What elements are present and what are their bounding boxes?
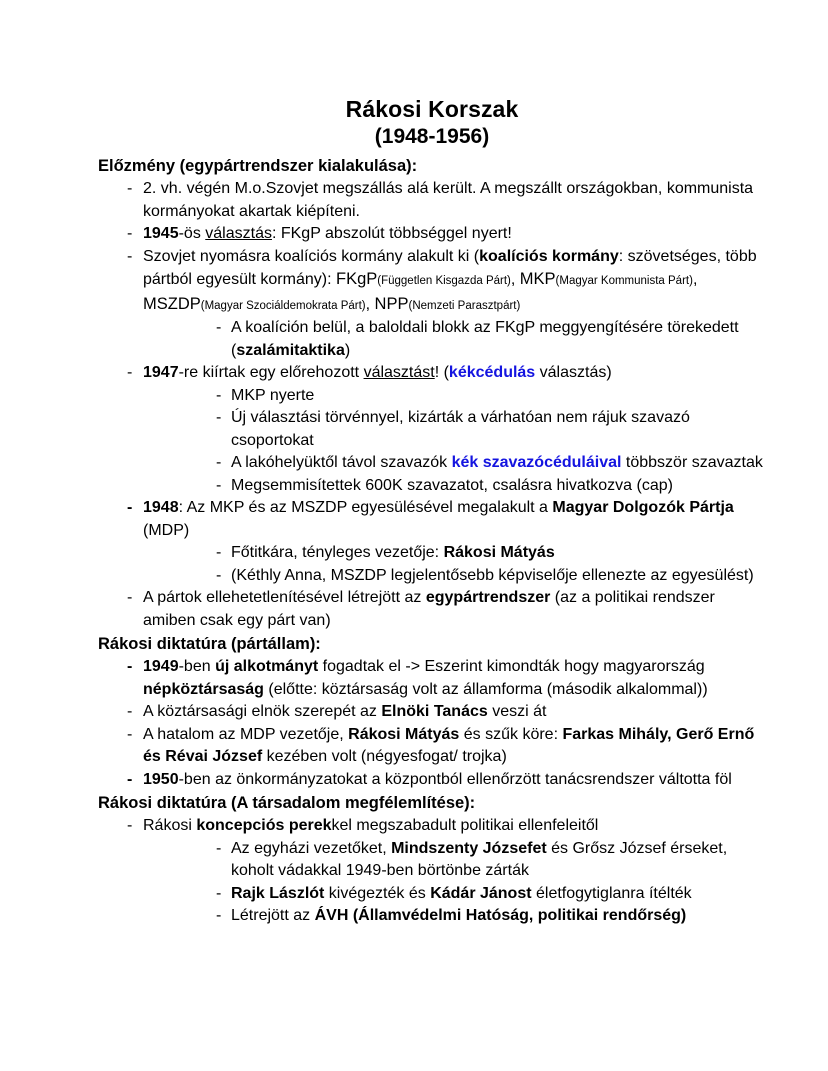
section-heading-partallam: Rákosi diktatúra (pártállam): (98, 635, 321, 653)
sub-list-item (188, 407, 766, 452)
highlight-term-kekcedulas: kékcédulás (448, 364, 536, 381)
bullet-dash-icon: - (127, 364, 133, 381)
year-label: 1945 (143, 225, 179, 242)
section-heading-megfelemlites: Rákosi diktatúra (A társadalom megfélemlítése): (98, 794, 476, 812)
party-abbr-mkp: MKP (519, 270, 556, 288)
highlight-term-kek-szavazocedula: kék szavazócéduláival (451, 454, 622, 471)
sub-list-item-lead: Létrejött az (231, 907, 315, 924)
sub-list-item-lead: A koalíción belül, a baloldali blokk az FKgP meggyengítésére törekedett ( (231, 319, 739, 359)
party-expansion-mszdp: (Magyar Szociáldemokrata Párt) (200, 299, 366, 312)
separator: , (510, 271, 520, 288)
sub-list-item (188, 385, 766, 408)
year-label: 1948 (143, 499, 179, 516)
sub-list-item (188, 905, 766, 928)
person-name-2: Kádár Jánost (430, 884, 532, 902)
key-term-avh: ÁVH (Államvédelmi Hatóság, politikai rendőrség) (314, 907, 687, 924)
underlined-term: választás (205, 225, 272, 242)
list-item-tail: (előtte: köztársaság volt az államforma (második alkalommal)) (263, 680, 708, 698)
list-item (98, 497, 766, 587)
list-item-text: -ben (178, 658, 216, 675)
sub-list (143, 385, 766, 498)
party-abbr-fkgp: FKgP (335, 270, 378, 288)
underlined-term: választást (363, 364, 435, 381)
sub-list-item (188, 542, 766, 565)
list-item (98, 815, 766, 928)
bullet-dash-icon: - (127, 180, 133, 197)
list-item-text-mid: ! ( (434, 364, 449, 381)
list-item (98, 587, 766, 632)
person-name: Mindszenty Józsefet (391, 839, 547, 857)
sub-list-item-mid: kivégezték és (324, 884, 431, 902)
bullet-dash-icon: - (216, 319, 222, 336)
sub-list-item-tail: életfogytiglanra ítélték (531, 884, 692, 902)
year-label: 1949 (143, 658, 179, 675)
sub-list-item-text: (Kéthly Anna, MSZDP legjelentősebb képviselője ellenezte az egyesülést) (231, 566, 754, 584)
list-item-text: -ben az önkormányzatokat a központból ellenőrzött tanácsrendszer váltotta föl (178, 770, 732, 788)
list-item-tail: kezében volt (négyesfogat/ trojka) (262, 748, 507, 765)
list-item-tail: kel megszabadult politikai ellenfeleitől (331, 817, 599, 834)
list-item-text: : Az MKP és az MSZDP egyesülésével megalakult a (178, 499, 553, 516)
person-name: Rákosi Mátyás (348, 725, 460, 743)
list-item-mid: és szűk köre: (459, 725, 563, 743)
list-item-text: -re kiírtak egy előrehozott (178, 364, 364, 381)
bullet-dash-icon: - (127, 225, 133, 242)
list-item-lead: A köztársasági elnök szerepét az (143, 703, 382, 720)
person-name: Rákosi Mátyás (443, 544, 555, 561)
sub-list-item (188, 475, 766, 498)
sub-list-item (188, 883, 766, 906)
list-item-tail: (az a politikai rendszer amiben csak egy párt van) (143, 589, 715, 629)
bullet-dash-icon: - (127, 499, 133, 516)
page-title: Rákosi Korszak (345, 96, 519, 122)
sub-list-item (188, 838, 766, 883)
bullet-dash-icon: - (216, 386, 222, 404)
list-item-tail: veszi át (487, 703, 547, 720)
separator: , (365, 295, 375, 313)
section-list-elozmeny (98, 178, 766, 632)
key-term: szalámitaktika (236, 341, 345, 359)
key-term: koalíciós kormány (479, 247, 619, 265)
list-item-lead: A hatalom az MDP vezetője, (143, 725, 349, 743)
key-term: Magyar Dolgozók Pártja (552, 499, 734, 516)
list-item (98, 223, 766, 246)
bullet-dash-icon: - (127, 658, 133, 675)
list-item-mid: : szövetséges, több pártból egyesült kormány): (143, 247, 757, 288)
bullet-dash-icon: - (127, 589, 133, 606)
list-item-text-tail: : FKgP abszolút többséggel nyert! (271, 225, 512, 242)
party-expansion-mkp: (Magyar Kommunista Párt) (555, 275, 693, 287)
sub-list-item-tail: ) (344, 341, 351, 359)
bullet-dash-icon: - (127, 770, 133, 788)
list-item (98, 656, 766, 701)
person-name: Rajk Lászlót (231, 884, 325, 902)
list-item (98, 769, 766, 792)
party-expansion-npp: (Nemzeti Parasztpárt) (408, 299, 521, 312)
party-abbr-npp: NPP (374, 294, 409, 313)
list-item-text: 2. vh. végén M.o.Szovjet megszállás alá került. A megszállt országokban, kommunista kormányokat akartak kiépíteni. (143, 180, 754, 220)
person-names-group: Farkas Mihály, Gerő Ernő és Révai József (143, 725, 755, 765)
sub-list-item-tail: és Grősz József érseket, koholt vádakkal 1949-ben börtönbe zárták (231, 839, 728, 879)
bullet-dash-icon: - (127, 247, 133, 265)
list-item-lead: A pártok ellehetetlenítésével létrejött az (143, 589, 426, 606)
sub-list (143, 542, 766, 587)
bullet-dash-icon: - (216, 907, 222, 924)
sub-list-item-text: Megsemmisítettek 600K szavazatot, csalásra hivatkozva (cap) (231, 476, 673, 494)
sub-list (143, 838, 766, 928)
list-item-text-tail: választás) (535, 364, 612, 381)
list-item-lead: Rákosi (143, 817, 197, 834)
key-term: Elnöki Tanács (381, 703, 488, 720)
sub-list-item-lead: Az egyházi vezetőket, (231, 839, 392, 857)
sub-list-item-text: Új választási törvénnyel, kizárták a várhatóan nem rájuk szavazó csoportokat (231, 409, 690, 449)
bullet-dash-icon: - (216, 566, 222, 584)
bullet-dash-icon: - (127, 703, 133, 720)
section-list-partallam (98, 656, 766, 791)
separator: , (692, 271, 698, 288)
sub-list-item (188, 565, 766, 588)
bullet-dash-icon: - (127, 817, 133, 834)
bullet-dash-icon: - (216, 544, 222, 561)
key-term: koncepciós perek (196, 817, 332, 834)
key-term: egypártrendszer (425, 589, 551, 606)
bullet-dash-icon: - (127, 725, 133, 743)
bullet-dash-icon: - (216, 476, 222, 494)
party-expansion-fkgp: (Független Kisgazda Párt) (377, 275, 511, 287)
list-item (98, 178, 766, 223)
list-item-mid: fogadtak el -> Eszerint kimondták hogy magyarország (318, 658, 705, 675)
bullet-dash-icon: - (216, 454, 222, 471)
sub-list-item-lead: Főtitkára, tényleges vezetője: (231, 544, 444, 561)
bullet-dash-icon: - (216, 884, 222, 902)
sub-list-item (188, 452, 766, 475)
key-term-2: népköztársaság (143, 680, 264, 698)
key-term: új alkotmányt (215, 658, 319, 675)
list-item-text-tail: (MDP) (143, 521, 190, 539)
list-item-text: -ös (178, 225, 206, 242)
year-label: 1947 (143, 364, 179, 381)
bullet-dash-icon: - (216, 409, 222, 426)
section-list-megfelemlites (98, 815, 766, 928)
sub-list-item (188, 317, 766, 362)
list-item (98, 724, 766, 769)
sub-list-item-lead: A lakóhelyüktől távol szavazók (231, 454, 452, 471)
year-label: 1950 (143, 770, 179, 788)
sub-list-item-tail: többször szavaztak (621, 454, 763, 471)
list-item-lead: Szovjet nyomásra koalíciós kormány alakult ki ( (143, 247, 480, 265)
list-item (98, 246, 766, 363)
section-heading-elozmeny: Előzmény (egypártrendszer kialakulása): (98, 157, 418, 175)
sub-list (143, 317, 766, 362)
page-subtitle: (1948-1956) (374, 125, 490, 148)
sub-list-item-text: MKP nyerte (231, 386, 315, 404)
list-item (98, 362, 766, 497)
bullet-dash-icon: - (216, 839, 222, 857)
list-item (98, 701, 766, 724)
party-abbr-mszdp: MSZDP (143, 294, 201, 313)
